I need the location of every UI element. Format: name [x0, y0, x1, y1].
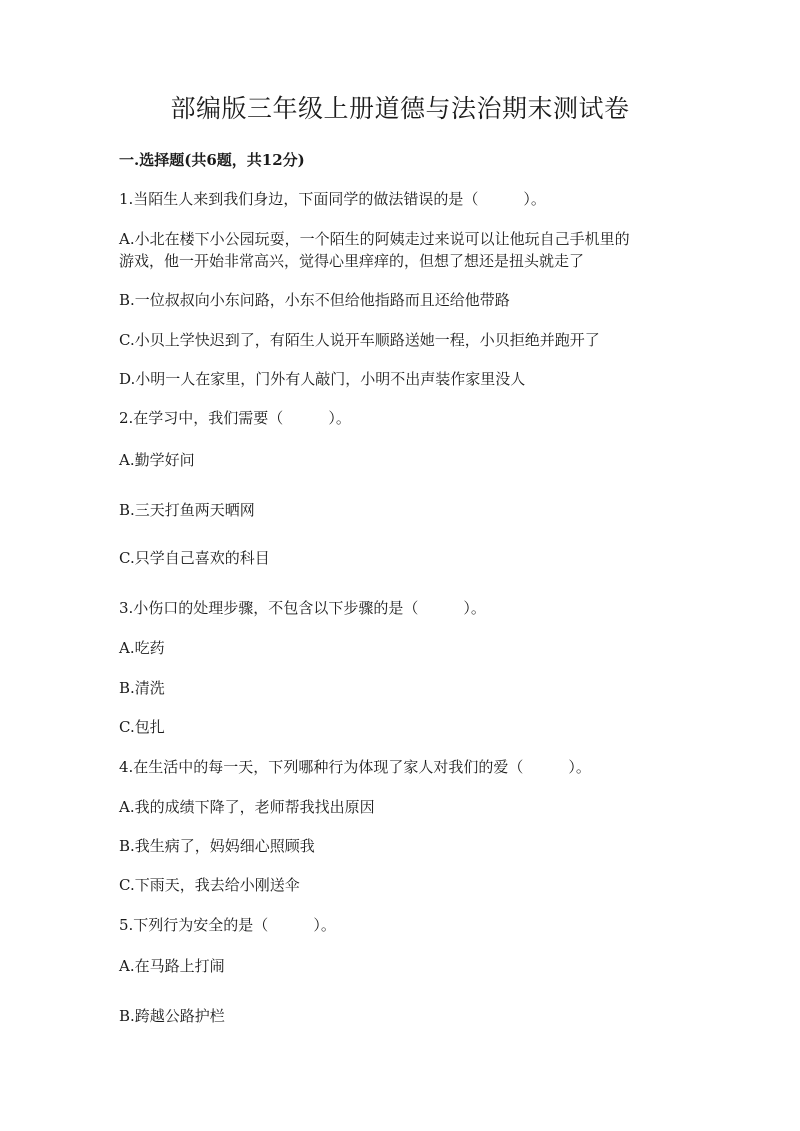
section-heading: 一.选择题(共6题，共12分) [119, 151, 305, 169]
question-1-option-d: D.小明一人在家里，门外有人敲门，小明不出声装作家里没人 [119, 370, 526, 388]
question-4-option-a: A.我的成绩下降了，老师帮我找出原因 [119, 798, 375, 816]
question-1-option-a-line-1: A.小北在楼下小公园玩耍，一个陌生的阿姨走过来说可以让他玩自己手机里的 [119, 230, 630, 248]
question-1-option-a-line-2: 游戏，他一开始非常高兴，觉得心里痒痒的，但想了想还是扭头就走了 [119, 252, 585, 270]
question-5-option-b: B.跨越公路护栏 [119, 1007, 225, 1025]
question-4-stem: 4.在生活中的每一天，下列哪种行为体现了家人对我们的爱（ ）。 [119, 758, 591, 776]
question-5-stem: 5.下列行为安全的是（ ）。 [119, 916, 336, 934]
question-2-option-b: B.三天打鱼两天晒网 [119, 501, 255, 519]
question-2-stem: 2.在学习中，我们需要（ ）。 [119, 409, 351, 427]
question-1-stem: 1.当陌生人来到我们身边，下面同学的做法错误的是（ ）。 [119, 190, 546, 208]
question-1-option-b: B.一位叔叔向小东问路，小东不但给他指路而且还给他带路 [119, 291, 510, 309]
question-3-stem: 3.小伤口的处理步骤，不包含以下步骤的是（ ）。 [119, 599, 486, 617]
question-4-option-b: B.我生病了，妈妈细心照顾我 [119, 837, 315, 855]
question-4-option-c: C.下雨天，我去给小刚送伞 [119, 876, 300, 894]
page-title: 部编版三年级上册道德与法治期末测试卷 [170, 94, 630, 123]
question-5-option-a: A.在马路上打闹 [119, 957, 225, 975]
question-2-option-c: C.只学自己喜欢的科目 [119, 549, 270, 567]
question-1-option-c: C.小贝上学快迟到了，有陌生人说开车顺路送她一程，小贝拒绝并跑开了 [119, 331, 600, 349]
question-3-option-b: B.清洗 [119, 679, 165, 697]
question-2-option-a: A.勤学好问 [119, 451, 195, 469]
question-3-option-c: C.包扎 [119, 718, 165, 736]
question-3-option-a: A.吃药 [119, 639, 165, 657]
